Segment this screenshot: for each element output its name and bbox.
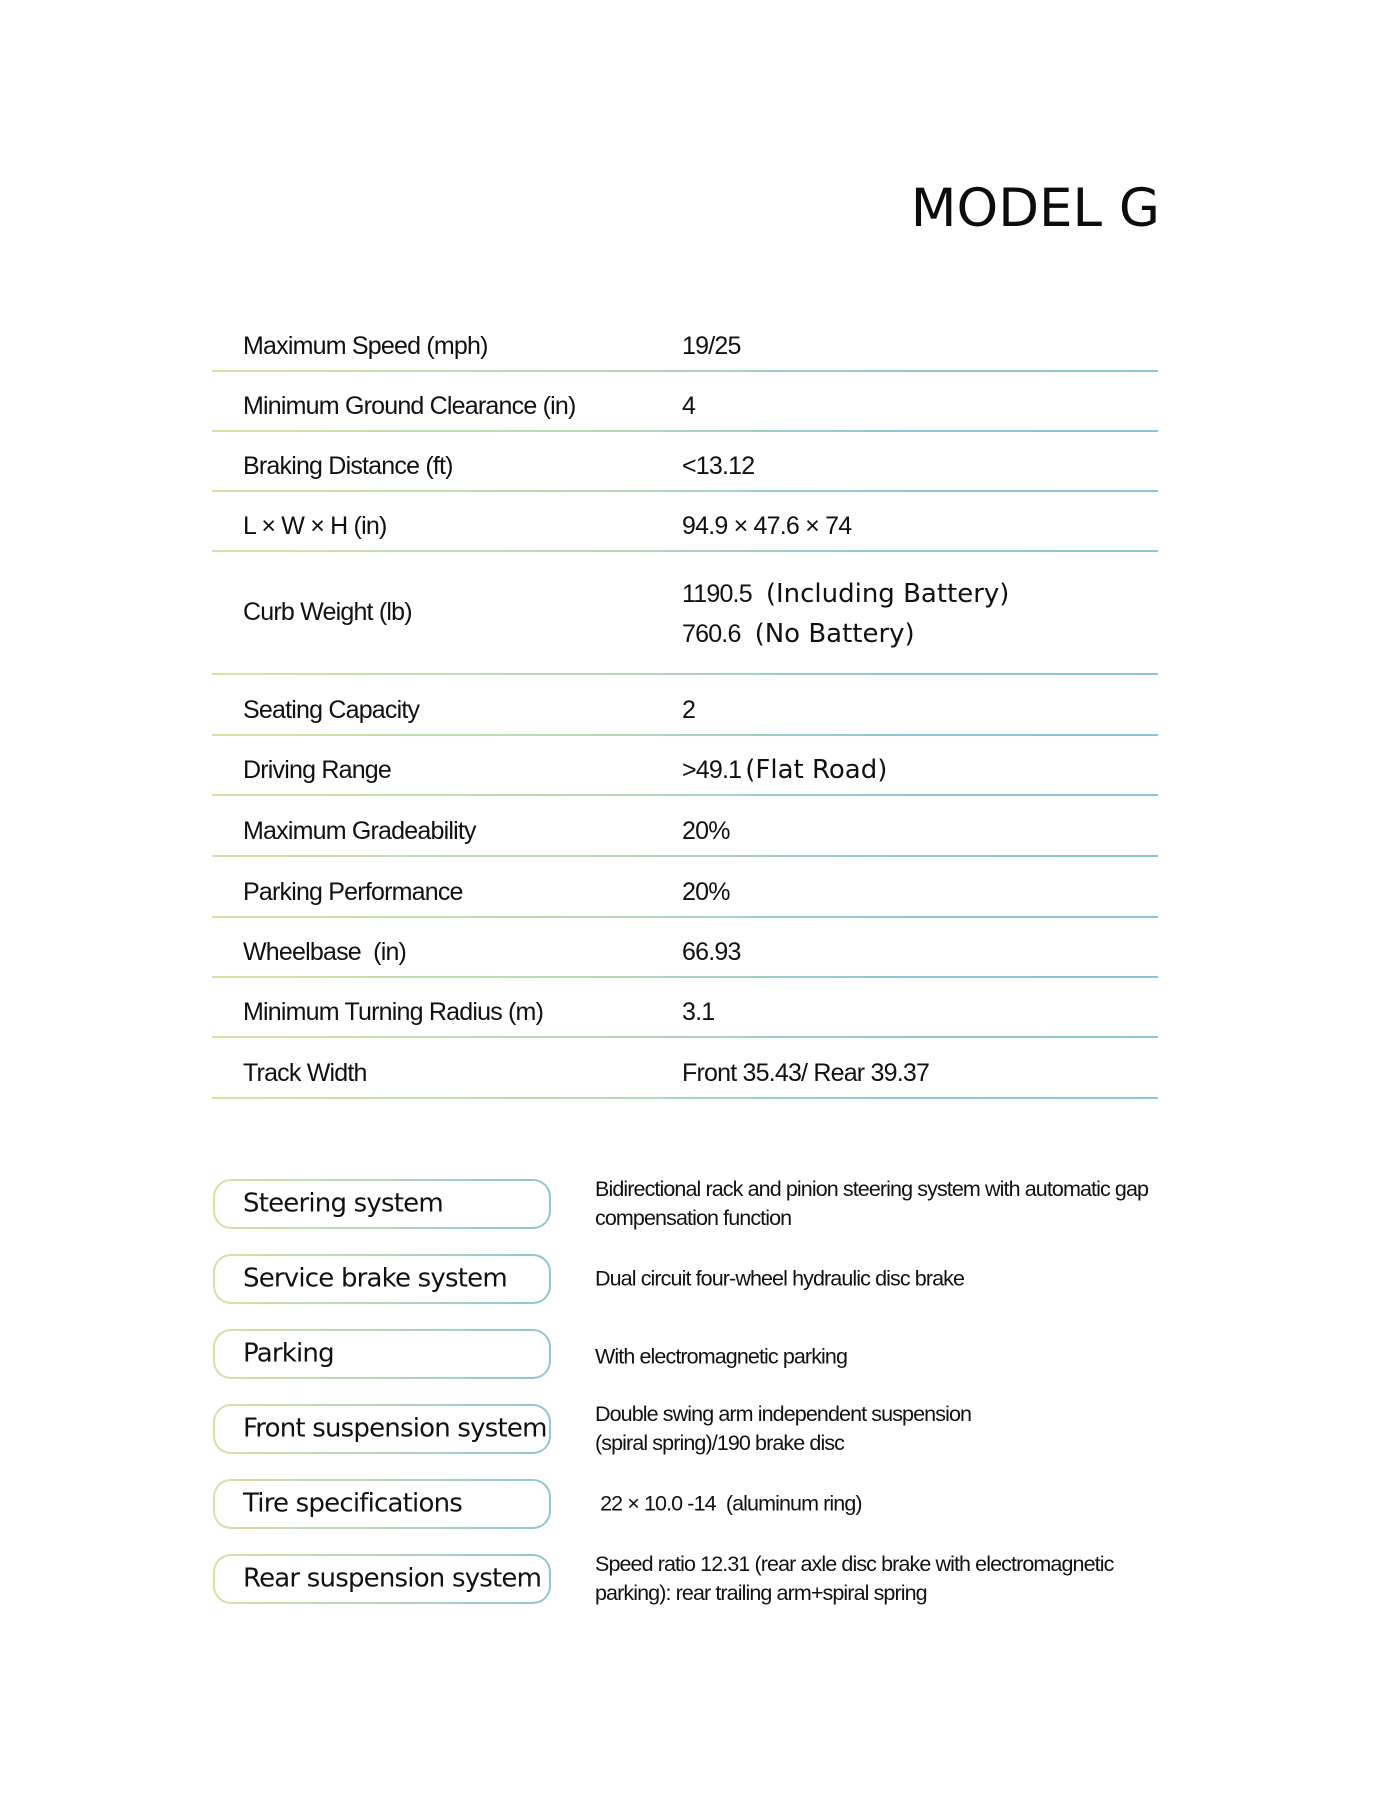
feature-label: Steering system (243, 1188, 443, 1219)
value-note: (Flat Road) (745, 755, 888, 785)
feature-pill (213, 1554, 551, 1604)
spec-row (212, 978, 1158, 1038)
spec-value: 20% (682, 817, 730, 845)
spec-row (212, 372, 1158, 432)
feature-list (213, 1179, 1173, 1629)
spec-label: Seating Capacity (243, 696, 420, 724)
feature-item (213, 1404, 1173, 1479)
feature-description: Dual circuit four-wheel hydraulic disc brake (595, 1266, 965, 1291)
spec-row (212, 675, 1158, 736)
value-line (682, 614, 1009, 654)
page-title: MODEL G (910, 178, 1160, 239)
spec-label: Minimum Ground Clearance (in) (243, 392, 576, 420)
spec-row (212, 796, 1158, 857)
spec-label: L × W × H (in) (243, 512, 387, 540)
spec-row (212, 736, 1158, 796)
feature-item (213, 1554, 1173, 1629)
spec-row (212, 918, 1158, 978)
spec-value: 66.93 (682, 938, 741, 966)
spec-value: 4 (682, 392, 696, 420)
spec-row-curb-weight (212, 552, 1158, 675)
feature-description: Bidirectional rack and pinion steering system with automatic gap compensation function (595, 1177, 1149, 1230)
feature-item (213, 1254, 1173, 1329)
spec-table (212, 312, 1158, 1099)
feature-label: Tire specifications (243, 1488, 463, 1519)
value-number: 760.6 (682, 620, 741, 648)
value-number: 1190.5 (682, 580, 752, 608)
spec-label: Driving Range (243, 756, 392, 784)
feature-label: Rear suspension system (243, 1563, 542, 1594)
feature-item (213, 1479, 1173, 1554)
feature-label: Front suspension system (243, 1413, 547, 1444)
spec-value: 94.9 × 47.6 × 74 (682, 512, 852, 540)
feature-item (213, 1329, 1173, 1404)
spec-value: 3.1 (682, 998, 715, 1026)
feature-description: Double swing arm independent suspension (spiral spring)/190 brake disc (595, 1402, 972, 1455)
feature-pill (213, 1404, 551, 1454)
spec-label: Curb Weight (lb) (243, 598, 412, 626)
feature-description: With electromagnetic parking (595, 1344, 848, 1369)
spec-label: Parking Performance (243, 878, 463, 906)
spec-label: Maximum Speed (mph) (243, 332, 488, 360)
spec-label: Braking Distance (ft) (243, 452, 453, 480)
spec-value: 2 (682, 696, 696, 724)
spec-value: Front 35.43/ Rear 39.37 (682, 1059, 930, 1087)
feature-pill (213, 1179, 551, 1229)
spec-row (212, 857, 1158, 918)
spec-row (212, 1038, 1158, 1099)
spec-value: 20% (682, 878, 730, 906)
spec-label: Maximum Gradeability (243, 817, 476, 845)
feature-pill (213, 1479, 551, 1529)
value-note: (Including Battery) (765, 579, 1010, 609)
spec-label: Track Width (243, 1059, 367, 1087)
spec-label: Minimum Turning Radius (m) (243, 998, 544, 1026)
feature-label: Parking (243, 1338, 334, 1369)
value-line (682, 574, 1009, 614)
spec-row (212, 492, 1158, 552)
spec-row (212, 312, 1158, 372)
feature-item (213, 1179, 1173, 1254)
feature-label: Service brake system (243, 1263, 507, 1294)
spec-label: Wheelbase (in) (243, 938, 407, 966)
spec-row (212, 432, 1158, 492)
value-number: >49.1 (682, 756, 742, 784)
feature-description: Speed ratio 12.31 (rear axle disc brake with electromagnetic parking): rear trailing arm+spiral spring (595, 1552, 1114, 1605)
feature-pill (213, 1254, 551, 1304)
spec-value (682, 755, 887, 785)
spec-value-multi (682, 574, 1009, 654)
feature-description: 22 × 10.0 -14 (aluminum ring) (595, 1491, 862, 1516)
spec-value: 19/25 (682, 332, 741, 360)
feature-pill (213, 1329, 551, 1379)
spec-value: <13.12 (682, 452, 755, 480)
value-note: (No Battery) (754, 619, 915, 649)
